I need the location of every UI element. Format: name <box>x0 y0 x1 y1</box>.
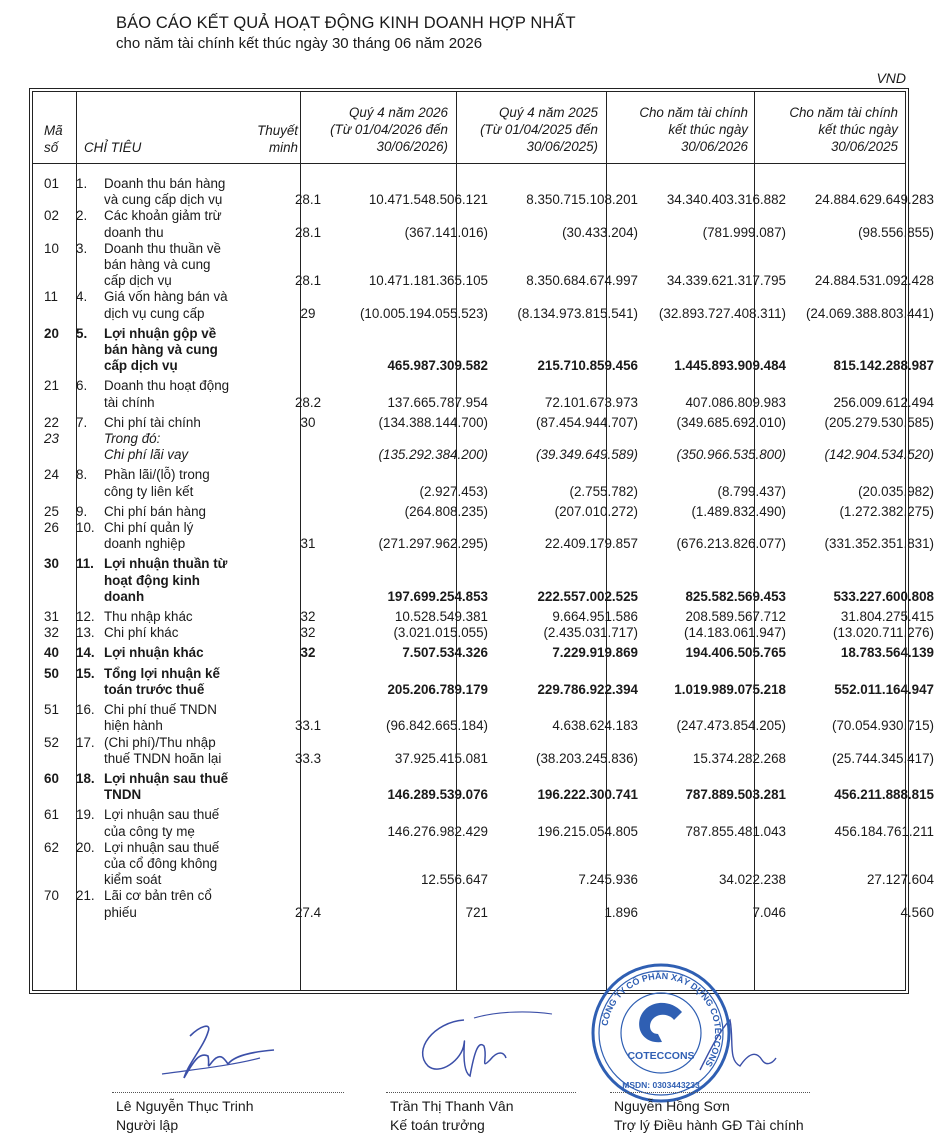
row-value-q4-2026: 37.925.415.081 <box>394 750 488 766</box>
row-code: 01 <box>44 176 59 191</box>
row-label <box>104 605 282 625</box>
row-label-line: bán hàng và cung <box>104 257 211 273</box>
header-q4-2025: Quý 4 năm 2025 (Từ 01/04/2025 đến 30/06/2025) <box>480 105 598 154</box>
row-value-q4-2025: 22.409.179.857 <box>544 536 638 552</box>
row-value-q4-2025: (87.454.944.707) <box>536 414 638 430</box>
row-label <box>104 241 282 290</box>
row-label-line: và cung cấp dịch vụ <box>104 192 223 208</box>
row-number: 20. <box>76 839 95 855</box>
row-value-fy-2026: 34.022.238 <box>718 872 786 888</box>
signer-name: Trần Thị Thanh Vân <box>390 1098 514 1114</box>
header-fy-2025: Cho năm tài chính kết thúc ngày 30/06/2025 <box>789 105 898 154</box>
row-label <box>104 735 282 767</box>
table-row <box>32 463 942 499</box>
row-label-line: của công ty mẹ <box>104 823 195 839</box>
row-label-line: Lãi cơ bản trên cổ <box>104 888 212 904</box>
row-number: 12. <box>76 609 95 625</box>
row-label-line: Phần lãi/(lỗ) trong <box>104 467 210 483</box>
row-label-line: tài chính <box>104 394 155 410</box>
row-value-fy-2026: 825.582.569.453 <box>685 588 786 604</box>
row-value-q4-2025: (207.010.272) <box>554 503 638 519</box>
row-value-q4-2025: 229.786.922.394 <box>537 681 638 697</box>
row-label <box>104 552 282 605</box>
row-value-fy-2026: 15.374.282.268 <box>692 750 786 766</box>
row-value-q4-2025: (2.755.782) <box>569 483 638 499</box>
row-label-line: Giá vốn hàng bán và <box>104 289 228 305</box>
row-value-fy-2026: 194.406.505.765 <box>685 645 786 661</box>
row-value-q4-2026: 7.507.534.326 <box>402 645 488 661</box>
currency-unit: VND <box>876 70 906 86</box>
row-number: 18. <box>76 770 95 786</box>
row-number: 19. <box>76 807 95 823</box>
row-value-fy-2026: 34.340.403.316.882 <box>666 192 786 208</box>
row-label-line: thuế TNDN hoãn lại <box>104 750 222 766</box>
row-value-fy-2025: 456.211.888.815 <box>834 787 934 803</box>
row-value-q4-2026: (264.808.235) <box>404 503 488 519</box>
row-code: 02 <box>44 208 59 224</box>
table-row <box>32 411 942 431</box>
row-label-line: bán hàng và cung <box>104 342 218 358</box>
row-note <box>282 322 334 375</box>
row-label <box>104 322 282 375</box>
row-value-fy-2026: 1.019.989.075.218 <box>674 681 786 697</box>
header-q4-2026: Quý 4 năm 2026 (Từ 01/04/2026 đến 30/06/2026) <box>330 105 448 154</box>
row-number: 8. <box>76 467 88 483</box>
row-note: 33.3 <box>294 750 322 766</box>
table-row <box>32 322 942 375</box>
row-note: 32 <box>300 625 316 641</box>
table-row <box>32 552 942 605</box>
row-label-line: công ty liên kết <box>104 483 194 499</box>
row-label-line: phiếu <box>104 904 137 920</box>
row-value-fy-2025: 256.009.612.494 <box>833 394 934 410</box>
row-label-line: toán trước thuế <box>104 681 205 697</box>
row-value-fy-2026: (14.183.061.947) <box>684 625 786 641</box>
row-value-q4-2026: 146.276.982.429 <box>387 823 488 839</box>
row-code: 51 <box>44 702 59 718</box>
row-code: 11 <box>44 289 58 305</box>
header-thuyet-minh: Thuyết minh <box>257 123 298 155</box>
table-row <box>32 840 942 889</box>
row-code: 70 <box>44 888 59 904</box>
row-label-line: doanh nghiệp <box>104 536 186 552</box>
row-label-line: doanh thu <box>104 224 164 240</box>
row-label-line: Lợi nhuận gộp về <box>104 325 217 341</box>
row-note: 31 <box>300 536 316 552</box>
row-code: 23 <box>44 431 59 447</box>
row-label-line: Lợi nhuận thuần từ <box>104 556 228 572</box>
row-note: 32 <box>300 645 316 661</box>
row-value-q4-2025: (30.433.204) <box>562 224 638 240</box>
table-row <box>32 520 942 552</box>
row-value-fy-2025: 27.127.604 <box>866 872 934 888</box>
row-label <box>104 374 282 410</box>
income-statement-table <box>32 176 942 921</box>
row-value-fy-2025: 456.184.761.211 <box>834 823 934 839</box>
row-number: 6. <box>76 378 88 394</box>
row-number: 21. <box>76 888 95 904</box>
table-row <box>32 500 942 520</box>
row-label-line: Lợi nhuận sau thuế <box>104 770 229 786</box>
row-number: 17. <box>76 734 95 750</box>
row-label-line: hiện hành <box>104 718 163 734</box>
row-number: 10. <box>76 520 95 536</box>
row-label-line: Doanh thu hoạt động <box>104 378 230 394</box>
table-row <box>32 641 942 661</box>
row-value-fy-2025: 533.227.600.808 <box>833 588 934 604</box>
table-row <box>32 605 942 625</box>
row-value-fy-2025: (98.556.855) <box>858 224 934 240</box>
row-number: 16. <box>76 702 95 718</box>
signer-name: Nguyễn Hồng Sơn <box>614 1098 730 1114</box>
row-label-line: Chi phí tài chính <box>104 414 201 430</box>
row-value-fy-2026: (349.685.692.010) <box>676 414 786 430</box>
signer-role: Trợ lý Điều hành GĐ Tài chính <box>614 1117 804 1133</box>
row-note: 33.1 <box>294 718 322 734</box>
row-label-line: kiểm soát <box>104 872 162 888</box>
row-value-q4-2026: (367.141.016) <box>404 224 488 240</box>
row-value-q4-2026: 10.471.181.365.105 <box>368 273 488 289</box>
row-value-fy-2026: (1.489.832.490) <box>691 503 786 519</box>
row-code: 40 <box>44 645 59 661</box>
row-number: 1. <box>76 176 88 191</box>
signature-line <box>386 1092 576 1093</box>
row-note: 29 <box>300 305 316 321</box>
row-value-fy-2025: 815.142.288.987 <box>833 358 934 374</box>
row-value-q4-2026: (271.297.962.295) <box>378 536 488 552</box>
row-value-fy-2025: 24.884.629.649.283 <box>814 192 934 208</box>
row-label <box>104 767 282 803</box>
row-value-q4-2025: 7.229.919.869 <box>552 645 638 661</box>
header-fy-2026: Cho năm tài chính kết thúc ngày 30/06/2026 <box>639 105 748 154</box>
row-number: 5. <box>76 325 88 341</box>
row-label-line: cấp dịch vụ <box>104 358 178 374</box>
row-code: 60 <box>44 770 59 786</box>
row-value-q4-2026: (134.388.144.700) <box>378 414 488 430</box>
report-title: BÁO CÁO KẾT QUẢ HOẠT ĐỘNG KINH DOANH HỢP NHẤT <box>116 14 576 32</box>
row-note: 30 <box>300 414 316 430</box>
row-value-q4-2026: (135.292.384.200) <box>378 447 488 463</box>
row-note: 28.1 <box>294 224 322 240</box>
row-note <box>282 463 334 499</box>
row-value-q4-2026: (96.842.665.184) <box>386 718 488 734</box>
row-number <box>76 431 104 463</box>
row-value-q4-2025: 4.638.624.183 <box>552 718 638 734</box>
row-number: 15. <box>76 665 95 681</box>
row-value-fy-2026: 7.046 <box>752 904 786 920</box>
row-label <box>104 411 282 431</box>
table-row <box>32 176 942 208</box>
row-value-fy-2026: 208.589.567.712 <box>685 609 786 625</box>
row-value-fy-2026: (32.893.727.408.311) <box>658 305 786 321</box>
row-label-line: dịch vụ cung cấp <box>104 305 205 321</box>
row-value-fy-2025: 552.011.164.947 <box>834 681 934 697</box>
row-label-line: Tổng lợi nhuận kế <box>104 665 220 681</box>
row-note <box>282 552 334 605</box>
signer-role: Người lập <box>116 1117 179 1133</box>
row-code: 25 <box>44 503 59 519</box>
row-value-q4-2026: 721 <box>465 904 488 920</box>
row-code: 30 <box>44 556 59 572</box>
row-value-q4-2025: (8.134.973.815.541) <box>517 305 638 321</box>
row-code: 21 <box>44 378 59 394</box>
signer-role: Kế toán trưởng <box>390 1117 485 1133</box>
table-row <box>32 374 942 410</box>
row-note <box>282 840 334 889</box>
row-value-q4-2025: 8.350.715.108.201 <box>526 192 638 208</box>
row-label <box>104 840 282 889</box>
row-label-line: Doanh thu bán hàng <box>104 176 226 191</box>
row-value-fy-2026: 787.889.503.281 <box>685 787 786 803</box>
svg-text:MSDN: 0303443233: MSDN: 0303443233 <box>622 1080 700 1090</box>
svg-text:CÔNG TY CỔ PHẦN XÂY DỰNG COTEC: CÔNG TY CỔ PHẦN XÂY DỰNG COTECCONS <box>599 970 724 1069</box>
row-note: 28.2 <box>294 394 322 410</box>
row-label-line: Lợi nhuận sau thuế <box>104 807 220 823</box>
row-value-q4-2025: 196.222.300.741 <box>537 787 638 803</box>
row-label <box>104 625 282 641</box>
row-value-fy-2025: (24.069.388.803.441) <box>805 305 934 321</box>
signature-block-finance-assistant <box>614 1097 804 1135</box>
row-value-fy-2025: (13.020.711.276) <box>832 625 934 641</box>
row-value-q4-2026: 137.665.787.954 <box>387 394 488 410</box>
table-row <box>32 888 942 920</box>
row-value-fy-2026: 34.339.621.317.795 <box>666 273 786 289</box>
row-value-fy-2025: 18.783.564.139 <box>840 645 934 661</box>
row-label-line: của cổ đông không <box>104 855 218 871</box>
row-value-fy-2026: (247.473.854.205) <box>676 718 786 734</box>
row-value-fy-2025: 4.560 <box>900 904 934 920</box>
row-code: 22 <box>44 414 59 430</box>
table-row <box>32 241 942 290</box>
row-value-q4-2025: (38.203.245.836) <box>536 750 638 766</box>
table-row <box>32 698 942 734</box>
row-value-q4-2025: 222.557.002.525 <box>537 588 638 604</box>
row-value-fy-2025: (25.744.345.417) <box>832 750 934 766</box>
row-value-q4-2025: 9.664.951.586 <box>552 609 638 625</box>
row-code: 20 <box>44 325 59 341</box>
row-value-q4-2026: (2.927.453) <box>419 483 488 499</box>
row-number: 7. <box>76 414 88 430</box>
signature-line <box>610 1092 810 1093</box>
report-subtitle: cho năm tài chính kết thúc ngày 30 tháng 06 năm 2026 <box>116 35 483 52</box>
company-stamp <box>590 962 732 1104</box>
table-row <box>32 625 942 641</box>
row-value-fy-2026: (350.966.535.800) <box>676 447 786 463</box>
row-value-fy-2025: 31.804.275.415 <box>840 609 934 625</box>
row-value-q4-2026: 146.289.539.076 <box>387 787 488 803</box>
row-value-q4-2026: 10.528.549.381 <box>394 609 488 625</box>
row-note <box>282 803 334 839</box>
row-value-q4-2026: (3.021.015.055) <box>393 625 488 641</box>
row-code: 26 <box>44 520 59 536</box>
row-value-fy-2026: (8.799.437) <box>717 483 786 499</box>
row-value-fy-2025: (205.279.530.585) <box>824 414 934 430</box>
row-value-q4-2025: 8.350.684.674.997 <box>526 273 638 289</box>
row-label <box>104 176 282 208</box>
row-label-line: Chi phí bán hàng <box>104 503 206 519</box>
row-note <box>282 767 334 803</box>
row-label-line: Thu nhập khác <box>104 609 193 625</box>
row-value-fy-2025: (20.035.982) <box>858 483 934 499</box>
row-value-fy-2025: (142.904.534.520) <box>824 447 934 463</box>
row-label <box>104 208 282 240</box>
row-value-q4-2026: 10.471.548.506.121 <box>368 192 488 208</box>
row-label-line: cấp dịch vụ <box>104 273 172 289</box>
row-value-fy-2025: (331.352.351.831) <box>824 536 934 552</box>
table-row <box>32 431 942 463</box>
row-code: 10 <box>44 240 59 256</box>
row-label <box>104 431 282 463</box>
table-row <box>32 662 942 698</box>
row-value-fy-2026: 787.855.481.043 <box>685 823 786 839</box>
row-code: 61 <box>44 807 59 823</box>
row-value-q4-2025: 215.710.859.456 <box>537 358 638 374</box>
table-row <box>32 767 942 803</box>
row-label-line: Chi phí khác <box>104 625 179 641</box>
row-code: 62 <box>44 839 59 855</box>
row-value-q4-2025: 1.896 <box>604 904 638 920</box>
header-chi-tieu: CHỈ TIÊU <box>84 140 142 155</box>
header-divider <box>32 163 906 164</box>
row-code: 50 <box>44 665 59 681</box>
row-code: 52 <box>44 734 59 750</box>
signature-block-chief-accountant <box>390 1097 513 1135</box>
row-value-fy-2025: 24.884.531.092.428 <box>814 273 934 289</box>
row-value-q4-2025: 72.101.673.973 <box>544 394 638 410</box>
row-label <box>104 662 282 698</box>
row-value-fy-2026: 1.445.893.909.484 <box>674 358 786 374</box>
row-label <box>104 520 282 552</box>
row-label-line: Các khoản giảm trừ <box>104 208 222 224</box>
signer-name: Lê Nguyễn Thục Trinh <box>116 1098 254 1114</box>
row-value-fy-2025: (1.272.382.275) <box>839 503 934 519</box>
row-value-q4-2026: 465.987.309.582 <box>387 358 488 374</box>
signature-line <box>112 1092 344 1093</box>
row-value-fy-2026: 407.086.809.983 <box>685 394 786 410</box>
row-label <box>104 803 282 839</box>
row-label-line: Lợi nhuận sau thuế <box>104 839 220 855</box>
row-number: 13. <box>76 625 95 641</box>
signature-block-preparer <box>116 1097 254 1135</box>
row-value-q4-2026: 12.556.647 <box>420 872 488 888</box>
row-value-q4-2025: 196.215.054.805 <box>537 823 638 839</box>
row-note: 27.4 <box>294 904 322 920</box>
row-value-q4-2025: (2.435.031.717) <box>543 625 638 641</box>
row-label <box>104 888 282 920</box>
row-label <box>104 289 282 321</box>
svg-text:COTECCONS: COTECCONS <box>627 1050 695 1062</box>
row-number: 9. <box>76 503 88 519</box>
signature-preparer <box>150 1012 290 1092</box>
row-number: 14. <box>76 645 95 661</box>
row-note: 28.1 <box>294 273 322 289</box>
row-label <box>104 698 282 734</box>
row-number: 3. <box>76 240 88 256</box>
row-note: 32 <box>300 609 316 625</box>
row-label-line: Trong đó: <box>104 431 161 447</box>
row-label-line: TNDN <box>104 787 142 803</box>
row-note <box>282 662 334 698</box>
row-label <box>104 641 282 661</box>
row-value-fy-2025: (70.054.930.715) <box>832 718 934 734</box>
row-label-line: (Chi phí)/Thu nhập <box>104 734 216 750</box>
table-row <box>32 208 942 240</box>
header-ma-so: Mã số <box>44 123 63 155</box>
row-label-line: Chi phí lãi vay <box>104 447 189 463</box>
row-label-line: hoạt động kinh <box>104 572 200 588</box>
row-code: 32 <box>44 625 59 641</box>
row-label <box>104 500 282 520</box>
row-label <box>104 463 282 499</box>
row-note <box>282 500 334 520</box>
row-value-fy-2026: (781.999.087) <box>702 224 786 240</box>
row-code: 24 <box>44 467 59 483</box>
row-number: 2. <box>76 208 88 224</box>
row-label-line: Lợi nhuận khác <box>104 645 204 661</box>
row-value-q4-2025: (39.349.649.589) <box>536 447 638 463</box>
table-row <box>32 803 942 839</box>
row-number: 11. <box>76 556 94 572</box>
row-code: 31 <box>44 609 59 625</box>
row-number: 4. <box>76 289 88 305</box>
row-label-line: Chi phí thuế TNDN <box>104 702 217 718</box>
row-value-q4-2025: 7.245.936 <box>578 872 638 888</box>
row-label-line: Doanh thu thuần về <box>104 240 221 256</box>
row-value-fy-2026: (676.213.826.077) <box>676 536 786 552</box>
table-row <box>32 289 942 321</box>
row-label-line: Chi phí quản lý <box>104 520 194 536</box>
row-note: 28.1 <box>294 192 322 208</box>
row-value-q4-2026: (10.005.194.055.523) <box>359 305 488 321</box>
signature-chief-accountant <box>404 1000 564 1090</box>
row-value-q4-2026: 197.699.254.853 <box>387 588 488 604</box>
row-label-line: doanh <box>104 588 145 604</box>
table-row <box>32 735 942 767</box>
row-value-q4-2026: 205.206.789.179 <box>387 681 488 697</box>
row-note <box>282 431 334 463</box>
